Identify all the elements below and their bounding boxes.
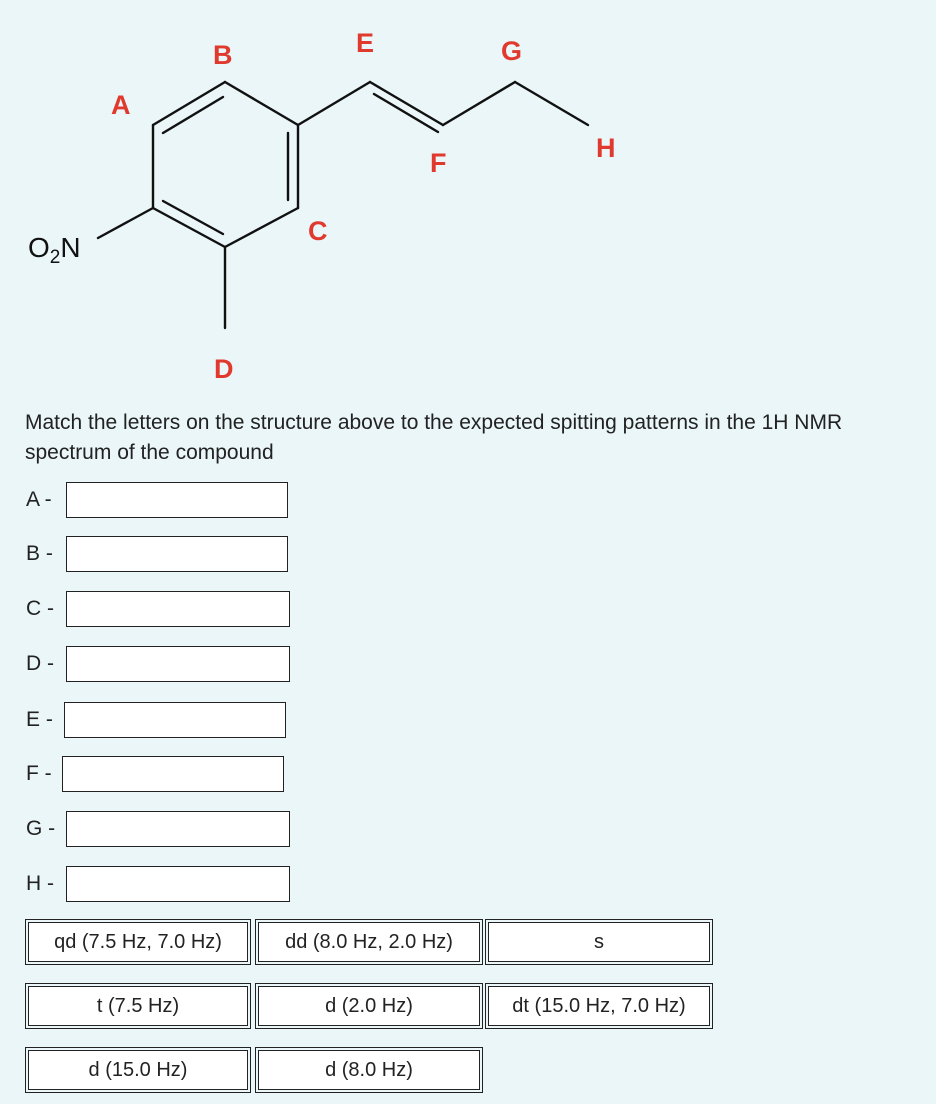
- ring-bond-bottom-right: [225, 208, 298, 247]
- answer-row-b: [26, 534, 288, 574]
- answer-row-h: [26, 864, 290, 904]
- option-chip[interactable]: d (8.0 Hz): [258, 1050, 480, 1090]
- answer-row-a: [26, 480, 288, 520]
- bond-vinyl-to-ch2: [443, 82, 515, 125]
- answer-row-f: [26, 754, 284, 794]
- answer-row-c: [26, 589, 290, 629]
- bond-ring-to-vinyl: [298, 82, 370, 125]
- benzene-ring: [153, 82, 298, 247]
- bond-vinyl-double: [370, 82, 443, 125]
- option-chip[interactable]: s: [488, 922, 710, 962]
- label-a: A: [111, 90, 131, 120]
- label-b: B: [213, 40, 233, 70]
- bond-to-nitro: [98, 208, 153, 238]
- answer-label: F -: [26, 762, 52, 785]
- option-chip[interactable]: d (2.0 Hz): [258, 986, 480, 1026]
- drop-zone-a[interactable]: [66, 482, 288, 518]
- answer-label: G -: [26, 817, 56, 840]
- bond-vinyl-double-inner: [374, 94, 438, 132]
- answer-label: E -: [26, 708, 53, 731]
- answer-label: B -: [26, 542, 53, 565]
- drop-zone-c[interactable]: [66, 591, 290, 627]
- label-f: F: [430, 148, 447, 178]
- answer-label: A -: [26, 488, 52, 511]
- drop-zone-b[interactable]: [66, 536, 288, 572]
- question-text: Match the letters on the structure above to the expected spitting patterns in the 1H NMR spectrum of the compound: [25, 411, 843, 464]
- label-c: C: [308, 216, 328, 246]
- nitro-group-label: $O_2N$: [28, 232, 81, 268]
- option-chip[interactable]: dt (15.0 Hz, 7.0 Hz): [488, 986, 710, 1026]
- answer-row-d: [26, 644, 290, 684]
- option-chip[interactable]: t (7.5 Hz): [28, 986, 248, 1026]
- drop-zone-h[interactable]: [66, 866, 290, 902]
- chemical-structure-diagram: [0, 0, 936, 400]
- label-g: G: [501, 36, 523, 66]
- answer-label: D -: [26, 652, 54, 675]
- answer-label: H -: [26, 872, 54, 895]
- drop-zone-g[interactable]: [66, 811, 290, 847]
- label-d: D: [214, 354, 234, 384]
- option-chip[interactable]: qd (7.5 Hz, 7.0 Hz): [28, 922, 248, 962]
- bond-ch2-to-ch3: [515, 82, 588, 125]
- option-chip[interactable]: dd (8.0 Hz, 2.0 Hz): [258, 922, 480, 962]
- answer-label: C -: [26, 597, 54, 620]
- answer-row-e: [26, 700, 286, 740]
- option-chip[interactable]: d (15.0 Hz): [28, 1050, 248, 1090]
- ring-bond-top-right: [225, 82, 298, 125]
- drop-zone-e[interactable]: [64, 702, 286, 738]
- label-e: E: [356, 28, 375, 58]
- drop-zone-d[interactable]: [66, 646, 290, 682]
- answer-row-g: [26, 809, 290, 849]
- ring-bond-bottom-left: [153, 208, 225, 247]
- label-h: H: [596, 133, 616, 163]
- drop-zone-f[interactable]: [62, 756, 284, 792]
